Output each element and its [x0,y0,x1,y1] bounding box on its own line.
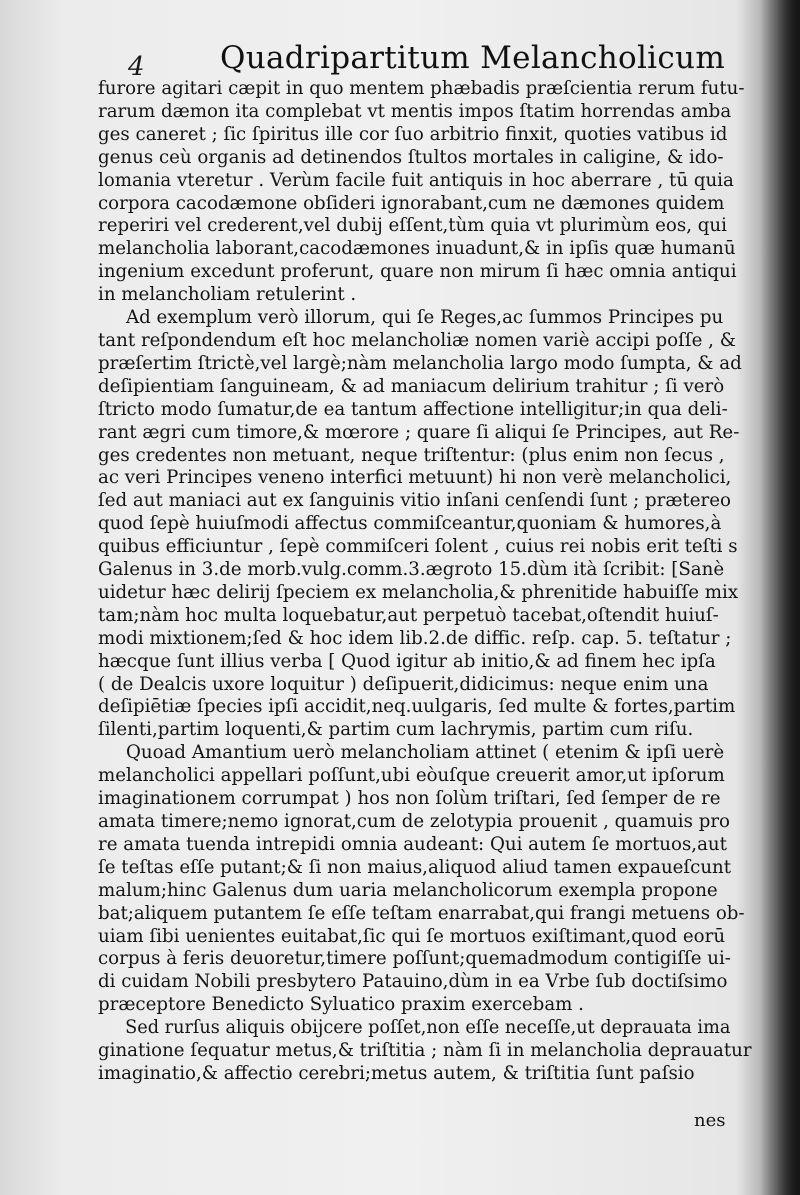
paragraph-start-line: Ad exemplum verò illorum, qui ſe Reges,ac ſummos Principes pu [126,307,724,329]
body-text [98,78,758,1086]
paragraph-start-line: Sed rurſus aliquis obijcere poſſet,non eſſe neceſſe,ut deprauata ima [125,1017,731,1039]
text-line: uiam ſibi uenientes euitabat,ſic qui ſe mortuos exiſtimant,quod eorū [98,925,726,947]
page-edge-shadow [760,0,800,1195]
text-line: ges credentes non metuant, neque triſtentur: (plus enim non ſecus , [98,444,725,466]
text-line: melancholia laborant,cacodæmones inuadunt,& in ipſis quæ humanū [98,238,736,260]
text-line: rant ægri cum timore,& mœrore ; quare ſi aliqui ſe Principes, aut Re- [98,421,740,443]
text-line: præceptore Benedicto Syluatico praxim exercebam . [98,994,584,1016]
text-line: ginatione ſequatur metus,& triſtitia ; nàm ſi in melancholia deprauatur imaginatio,& affectio cerebri;metus autem, & triſtitia ſunt paſsio [98,1040,752,1084]
text-line: quibus efficiuntur , ſepè commiſceri ſolent , cuius rei nobis erit teſti s [98,536,738,558]
text-line: deſipiētiæ ſpecies ipſi accidit,neq.uulgaris, ſed multe & fortes,partim [98,696,736,718]
text-line: bat;aliquem putantem ſe eſſe teſtam enarrabat,qui frangi metuens ob- [98,902,745,924]
running-title: Quadripartitum Melancholicum [220,40,726,76]
text-line: furore agitari cæpit in quo mentem phæbadis præſcientia rerum futu- [98,78,745,99]
text-line: malum;hinc Galenus dum uaria melancholicorum exempla propone [98,879,718,901]
text-line: ſtricto modo ſumatur,de ea tantum affectione intelligitur;in qua deli- [98,398,728,420]
text-line: corpus à feris deuoretur,timere poſſunt;quemadmodum contigiſſe ui- [98,948,731,970]
page-number: 4 [128,52,145,82]
text-line: quod ſepè huiuſmodi affectus commiſceantur,quoniam & humores,à [98,513,722,535]
text-line: ingenium excedunt proferunt, quare non mirum ſi hæc omnia antiqui [98,261,737,283]
text-line: amata timere;nemo ignorat,cum de zelotypia prouenit , quamuis pro [98,811,731,832]
paragraph-start-line: Quoad Amantium uerò melancholiam attinet ( etenim & ipſi uerè [126,742,725,764]
catchword: nes [694,1110,726,1131]
text-line: tant reſpondendum eſt hoc melancholiæ nomen variè accipi poſſe , & [98,329,736,351]
text-line: deſipientiam ſanguineam, & ad maniacum delirium trahitur ; ſi verò [98,375,725,397]
text-line: lomania vteretur . Verùm facile fuit antiquis in hoc aberrare , tū quia [98,169,734,191]
text-line: ges caneret ; ſic ſpiritus ille cor ſuo arbitrio finxit, quoties vatibus id [98,123,728,145]
text-line: modi mixtionem;ſed & hoc idem lib.2.de diffic. reſp. cap. 5. teſtatur ; [98,627,732,649]
text-line: imaginationem corrumpat ) hos non ſolùm triſtari, ſed ſemper de re [98,788,721,810]
text-line: corpora cacodæmone obſideri ignorabant,cum ne dæmones quidem [98,192,725,214]
text-line: ſe teſtas eſſe putant;& ſi non maius,aliquod aliud tamen expaueſcunt [98,856,732,878]
text-line: ( de Dealcis uxore loquitur ) deſipuerit,didicimus: neque enim una [98,673,709,695]
text-line: re amata tuenda intrepidi omnia audeant: Qui autem ſe mortuos,aut [98,833,727,855]
text-line: rarum dæmon ita complebat vt mentis impos ſtatim horrendas amba [98,100,732,122]
text-line: uidetur hæc delirij ſpeciem ex melancholia,& phrenitide habuiſſe mix [98,581,739,603]
text-line: in melancholiam retulerint . [98,284,357,306]
text-line: ſed aut maniaci aut ex ſanguinis vitio inſani cenſendi ſunt ; prætereo [98,490,731,512]
text-line: tam;nàm hoc multa loquebatur,aut perpetuò tacebat,oſtendit huiuſ- [98,604,719,626]
text-line: hæcque ſunt illius verba [ Quod igitur ab initio,& ad finem hec ipſa [98,650,716,672]
text-line: di cuidam Nobili presbytero Patauino,dùm in ea Vrbe ſub doctiſsimo [98,971,728,993]
text-line: Galenus in 3.de morb.vulg.comm.3.ægroto 15.dùm ità ſcribit: [Sanè [98,559,725,581]
text-line: præſertim ſtrictè,vel largè;nàm melancholia largo modo ſumpta, & ad [98,352,742,374]
text-line: melancholici appellari poſſunt,ubi eòuſque creuerit amor,ut ipſorum [98,765,725,787]
text-line: ſilenti,partim loquenti,& partim cum lachrymis, partim cum riſu. [98,719,694,741]
text-line: reperiri vel crederent,vel dubij eſſent,tùm quia vt plurimùm eos, qui [98,215,727,237]
text-line: genus ceù organis ad detinendos ſtultos mortales in caligine, & ido- [98,146,724,168]
text-line: ac veri Principes veneno interfici metuunt) hi non verè melancholici, [98,467,732,489]
